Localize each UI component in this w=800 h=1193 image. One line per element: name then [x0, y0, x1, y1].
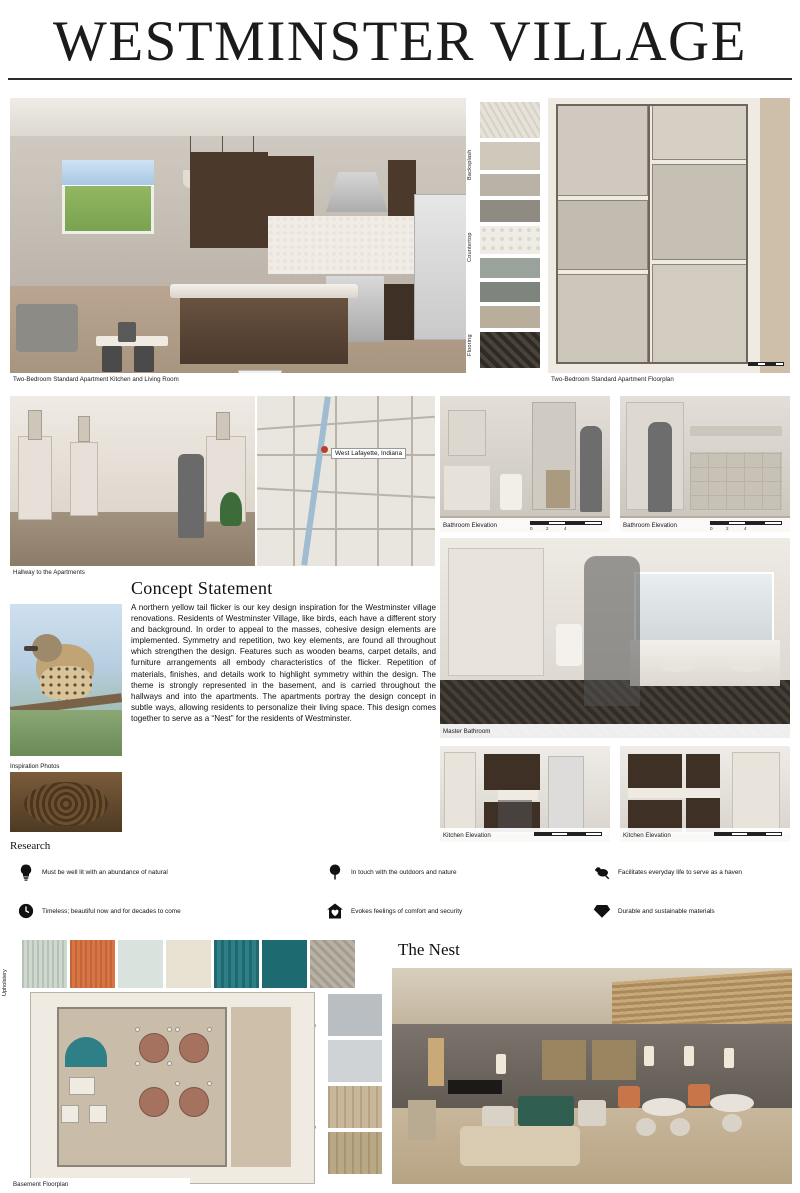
vanity-mirror: [634, 572, 774, 650]
shower-wall: [448, 548, 544, 676]
floorplan-wood-strip: [760, 98, 790, 373]
kitchen-caption: Two-Bedroom Standard Apartment Kitchen and Living Room: [10, 373, 485, 385]
research-item-4: [16, 901, 181, 921]
kitchen-island: [180, 294, 348, 364]
area-rug: [460, 1126, 580, 1166]
person-silhouette: [178, 454, 204, 538]
map-road: [335, 396, 337, 566]
dining-chair: [722, 1114, 742, 1132]
kitchen-living-render: [10, 98, 485, 373]
diamond-icon: [592, 901, 612, 921]
refrigerator: [548, 756, 584, 834]
sofa: [16, 304, 78, 352]
swatch-flooring-1: [480, 306, 540, 328]
research-item-text: Evokes feelings of comfort and security: [351, 907, 463, 915]
floor-lamp: [724, 1048, 734, 1068]
scale-tick-4: 4: [564, 526, 567, 531]
lightbulb-icon: [16, 862, 36, 882]
upholstery-swatch-5: [214, 940, 259, 988]
research-item-text: In touch with the outdoors and nature: [351, 868, 457, 876]
upholstery-swatch-4: [166, 940, 211, 988]
research-item-text: Timeless; beautiful now and for decades to come: [42, 907, 181, 915]
master-bath-caption: Master Bathroom: [440, 724, 790, 738]
scale-tick-4: 4: [744, 526, 747, 531]
upper-cabinet: [268, 156, 314, 218]
floorplan-wall: [556, 104, 558, 364]
wall-sconce: [28, 410, 42, 440]
map-road: [377, 396, 379, 566]
research-item-text: Durable and sustainable materials: [618, 907, 715, 915]
basement-floorplan: [30, 992, 315, 1184]
swatch-countertop-3: [480, 258, 540, 278]
floorplan-dining: [652, 264, 748, 364]
person-silhouette: [580, 426, 602, 512]
vanity: [444, 466, 490, 510]
floorplan-wall: [556, 362, 748, 364]
swatch-countertop-4: [480, 282, 540, 302]
tree-icon: [325, 862, 345, 882]
research-item-text: Must be well lit with an abundance of natural: [42, 868, 168, 876]
grab-bar: [690, 426, 782, 436]
swatch-tile-hex: [480, 226, 540, 254]
floor-lamp: [684, 1046, 694, 1066]
wallcovering-swatch-1: [328, 994, 382, 1036]
flooring-swatch-1: [328, 1086, 382, 1128]
swatch-flooring-herringbone: [480, 332, 540, 368]
wood-column: [428, 1038, 444, 1086]
render-ceiling: [10, 98, 485, 136]
scale-bar-right: [710, 521, 782, 531]
research-item-1: [16, 862, 168, 882]
toilet: [500, 474, 522, 510]
countertop: [498, 790, 538, 800]
map-road: [257, 528, 435, 530]
person-silhouette: [584, 556, 640, 706]
lounge-chair: [578, 1100, 606, 1126]
research-item-2: [325, 862, 457, 882]
side-cabinet: [408, 1100, 436, 1140]
page-title: WESTMINSTER VILLAGE: [53, 9, 747, 73]
dining-table: [642, 1098, 686, 1116]
dining-chair: [670, 1118, 690, 1136]
apartment-door: [70, 442, 98, 516]
chair: [546, 470, 570, 508]
upper-cabinet: [190, 152, 268, 248]
dining-chair: [102, 346, 122, 372]
dining-chair: [134, 346, 154, 372]
swatch-backsplash-2: [480, 142, 540, 170]
person-silhouette: [648, 422, 672, 512]
floorplan-bath: [652, 104, 748, 160]
site-location-map: [257, 396, 435, 566]
upper-cabinet: [388, 160, 416, 220]
scale-tick: [775, 362, 784, 366]
basement-walls: [57, 1007, 227, 1167]
title-divider: [8, 78, 792, 80]
scale-tick: [766, 362, 775, 366]
map-river: [301, 396, 331, 565]
bathroom-elevation-right: [620, 396, 790, 532]
kitchen-elevation-left-caption: Kitchen Elevation: [440, 828, 610, 842]
wall-sconce: [78, 416, 90, 442]
master-bathroom-render: [440, 538, 790, 738]
nest-heading: The Nest: [398, 940, 460, 959]
label-upholstery: Upholstery: [2, 969, 8, 996]
inspiration-caption: Inspiration Photos: [10, 763, 60, 770]
map-road: [411, 396, 413, 566]
material-label-flooring: Flooring: [467, 334, 473, 356]
window-upper-pane: [62, 160, 154, 186]
potted-plant: [220, 492, 242, 526]
photo-foreground: [10, 710, 122, 756]
scale-tick: [757, 362, 766, 366]
green-sofa: [518, 1096, 574, 1126]
upper-cabinet: [628, 754, 682, 788]
board-title-area: [0, 0, 800, 82]
clock-icon: [16, 901, 36, 921]
bathroom-elevation-left-caption: Bathroom Elevation: [440, 518, 610, 532]
upholstery-swatch-2: [70, 940, 115, 988]
scale-tick-0: 0: [530, 526, 533, 531]
scale-bar-ke-right: [714, 832, 782, 836]
basement-corridor: [231, 1007, 291, 1167]
backsplash: [268, 216, 414, 274]
apartment-floorplan: [548, 98, 790, 373]
swatch-countertop-1: [480, 174, 540, 196]
island-countertop: [170, 284, 358, 298]
material-label-countertop: Countertop: [467, 232, 473, 262]
scale-tick-2: 2: [546, 526, 549, 531]
floorplan-wall: [556, 104, 748, 106]
material-swatch-strip: [466, 98, 544, 373]
nest-community-render: [392, 968, 792, 1184]
hallway-caption: Hallway to the Apartments: [10, 566, 255, 578]
floorplan-living: [652, 164, 748, 260]
scale-tick-2: 2: [726, 526, 729, 531]
scale-bar-left: [530, 521, 602, 531]
research-item-3: [592, 862, 742, 882]
floorplan-wall: [746, 104, 748, 364]
concept-heading: Concept Statement: [131, 578, 273, 598]
map-road: [257, 487, 435, 498]
floorplan-bedroom-2: [556, 200, 648, 270]
wall-panel: [592, 1040, 636, 1080]
nest-shape: [24, 782, 108, 826]
floorplan-bedroom-1: [556, 104, 648, 196]
swatch-backsplash-hex: [480, 102, 540, 138]
floor-lamp: [644, 1046, 654, 1066]
upholstery-swatch-1: [22, 940, 67, 988]
bird-beak: [24, 646, 38, 651]
accent-chair: [618, 1086, 640, 1108]
map-location-label: West Lafayette, Indiana: [331, 448, 406, 459]
bathroom-elevation-left: [440, 396, 610, 532]
inspiration-bird-photo: [10, 604, 122, 756]
swatch-countertop-2: [480, 200, 540, 222]
research-item-5: [325, 901, 462, 921]
bird-breast: [40, 666, 92, 700]
research-item-text: Facilitates everyday life to serve as a haven: [618, 868, 742, 876]
scale-tick: [748, 362, 757, 366]
bird-icon: [592, 862, 612, 882]
dining-chair: [636, 1118, 656, 1136]
upholstery-swatch-7: [310, 940, 355, 988]
sink-basin: [660, 660, 694, 672]
dining-table: [710, 1094, 754, 1112]
door: [732, 752, 780, 836]
scale-bar-ke-left: [534, 832, 602, 836]
hallway-render: [10, 396, 255, 566]
map-road: [257, 416, 435, 430]
research-item-6: [592, 901, 715, 921]
inspiration-nest-photo: [10, 772, 122, 832]
floorplan-kitchen: [556, 274, 648, 364]
dining-chair: [118, 322, 136, 342]
kitchen-elevation-right-caption: Kitchen Elevation: [620, 828, 790, 842]
door: [444, 752, 476, 836]
sink-basin: [730, 660, 764, 672]
flooring-swatch-2: [328, 1132, 382, 1174]
fireplace: [448, 1080, 502, 1094]
upper-cabinet: [484, 754, 540, 790]
research-heading: Research: [10, 840, 51, 852]
toilet: [556, 624, 582, 666]
apartment-door: [18, 436, 52, 520]
tile-wall: [690, 452, 782, 510]
home-heart-icon: [325, 901, 345, 921]
countertop: [628, 788, 720, 798]
map-road: [293, 396, 295, 566]
material-label-backsplash: Backsplash: [467, 149, 473, 180]
mirror-cabinet: [448, 410, 486, 456]
accent-chair: [688, 1084, 710, 1106]
floorplan-caption: Two-Bedroom Standard Apartment Floorplan: [548, 373, 790, 385]
concept-body: A northern yellow tail flicker is our key design inspiration for the Westminster village renovations. Residents of Westminster Village, like birds, each have a different story and background. In order to appeal to the masses, cohesive design elements are implemented. Symmetry and repetition, two key elements, are found all throughout which strengthen the design. Features such as wooden beams, carpet details, and furniture arrangements all embody characteristics of the flicker. Repetition of materials, finishes, and details work to highlight symmetry within the design. The theme is strongly represented in the basement, and is carried throughout the hallways and into the apartments. The apartments portray the design concept in subtle ways, allowing residents to personalize their living space. This design comes together to serve as a “Nest” for the residents of Westminster.: [131, 603, 436, 723]
wall-panel: [542, 1040, 586, 1080]
scale-tick-0: 0: [710, 526, 713, 531]
floorplan-wall: [648, 104, 650, 364]
bathroom-elevation-right-caption: Bathroom Elevation: [620, 518, 790, 532]
upholstery-swatch-6: [262, 940, 307, 988]
base-cabinet: [384, 284, 414, 340]
wallcovering-swatch-2: [328, 1040, 382, 1082]
map-pin-icon: [321, 446, 328, 453]
basement-caption: Basement Floorplan: [10, 1178, 190, 1190]
wall-sconce: [216, 412, 230, 440]
upholstery-swatch-3: [118, 940, 163, 988]
floor-lamp: [496, 1054, 506, 1074]
